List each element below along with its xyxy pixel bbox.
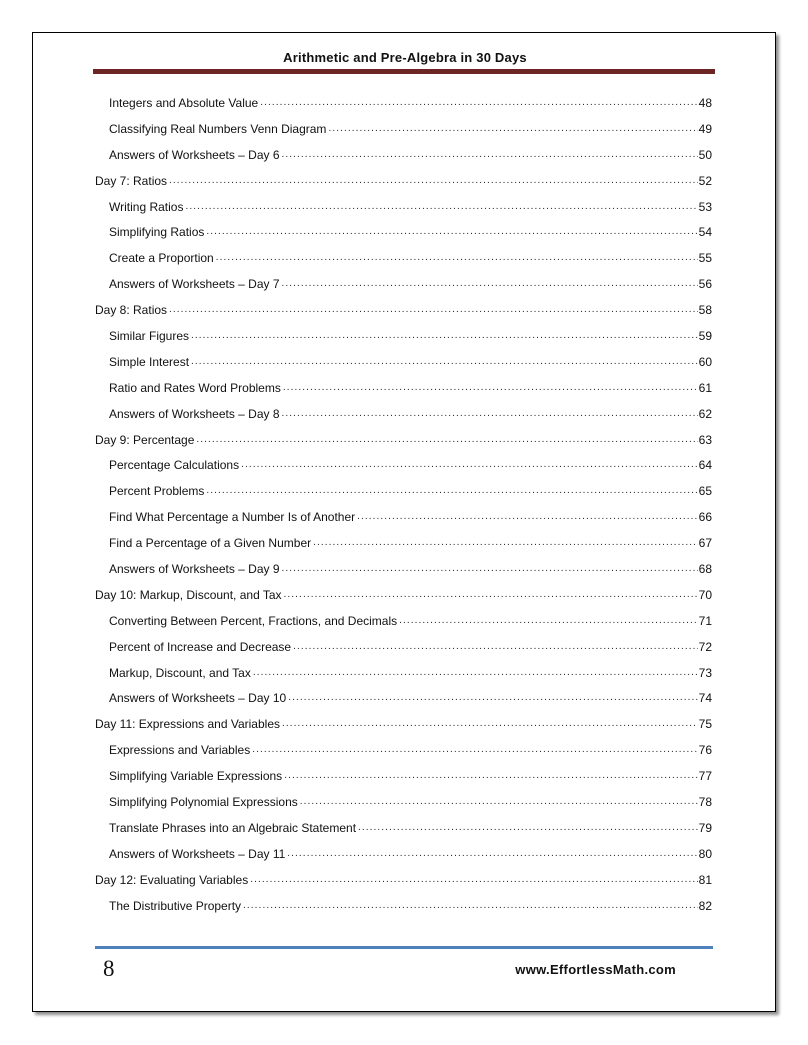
toc-entry-page: 75 [698,717,712,732]
toc-dot-leader [206,225,697,239]
toc-dot-leader [284,769,697,783]
footer-rule [95,946,713,949]
toc-dot-leader [250,873,697,887]
toc-entry-label: Similar Figures [109,328,190,343]
toc-entry-label: Answers of Worksheets – Day 8 [109,406,280,421]
toc-entry-page: 76 [698,743,712,758]
toc-entry-label: Classifying Real Numbers Venn Diagram [109,121,327,136]
toc-entry-page: 54 [698,225,712,240]
toc-entry-page: 61 [698,380,712,395]
toc-entry-page: 52 [698,173,712,188]
toc-section-entry[interactable] [95,893,712,919]
toc-dot-leader [169,174,698,188]
toc-dot-leader [357,510,698,524]
toc-chapter-entry[interactable] [95,168,712,194]
page-number: 8 [103,956,115,981]
toc-entry-label: Expressions and Variables [109,743,251,758]
toc-entry-page: 67 [698,536,712,551]
toc-chapter-entry[interactable] [95,582,712,608]
toc-entry-label: Simplifying Polynomial Expressions [109,794,298,809]
toc-dot-leader [282,148,698,162]
toc-section-entry[interactable] [95,478,712,504]
toc-entry-page: 82 [698,898,712,913]
toc-dot-leader [196,433,697,447]
toc-section-entry[interactable] [95,245,712,271]
toc-entry-label: Day 10: Markup, Discount, and Tax [95,587,282,602]
toc-dot-leader [191,329,698,343]
toc-entry-label: Percent of Increase and Decrease [109,639,292,654]
toc-dot-leader [252,743,697,757]
toc-entry-page: 59 [698,328,712,343]
toc-section-entry[interactable] [95,634,712,660]
toc-section-entry[interactable] [95,789,712,815]
toc-entry-label: The Distributive Property [109,898,242,913]
toc-entry-page: 74 [698,691,712,706]
toc-entry-label: Simple Interest [109,354,190,369]
toc-entry-label: Markup, Discount, and Tax [109,665,251,680]
toc-entry-page: 58 [698,303,712,318]
toc-entry-page: 72 [698,639,712,654]
toc-entry-label: Create a Proportion [109,251,214,266]
table-of-contents [95,90,712,919]
toc-dot-leader [282,562,698,576]
toc-section-entry[interactable] [95,763,712,789]
toc-entry-label: Answers of Worksheets – Day 9 [109,561,280,576]
toc-section-entry[interactable] [95,349,712,375]
toc-chapter-entry[interactable] [95,297,712,323]
toc-entry-label: Translate Phrases into an Algebraic Statement [109,820,357,835]
toc-dot-leader [399,614,698,628]
toc-dot-leader [284,588,698,602]
toc-entry-label: Simplifying Variable Expressions [109,769,283,784]
toc-entry-label: Converting Between Percent, Fractions, and Decimals [109,613,398,628]
toc-section-entry[interactable] [95,737,712,763]
toc-entry-label: Day 11: Expressions and Variables [95,717,280,732]
toc-entry-page: 55 [698,251,712,266]
toc-section-entry[interactable] [95,90,712,116]
toc-entry-label: Day 8: Ratios [95,303,168,318]
toc-entry-page: 77 [698,769,712,784]
toc-section-entry[interactable] [95,685,712,711]
toc-entry-page: 62 [698,406,712,421]
toc-dot-leader [282,717,698,731]
toc-section-entry[interactable] [95,194,712,220]
toc-entry-label: Integers and Absolute Value [109,95,259,110]
toc-entry-label: Answers of Worksheets – Day 11 [109,846,286,861]
toc-entry-page: 50 [698,147,712,162]
toc-section-entry[interactable] [95,142,712,168]
toc-section-entry[interactable] [95,530,712,556]
toc-dot-leader [283,381,698,395]
toc-entry-page: 64 [698,458,712,473]
toc-entry-label: Day 9: Percentage [95,432,195,447]
toc-entry-page: 53 [698,199,712,214]
toc-section-entry[interactable] [95,271,712,297]
header-rule [93,69,715,74]
toc-dot-leader [206,484,697,498]
toc-dot-leader [288,691,697,705]
toc-entry-label: Percent Problems [109,484,205,499]
toc-dot-leader [282,407,698,421]
toc-chapter-entry[interactable] [95,427,712,453]
toc-entry-label: Ratio and Rates Word Problems [109,380,281,395]
toc-section-entry[interactable] [95,375,712,401]
toc-section-entry[interactable] [95,401,712,427]
toc-section-entry[interactable] [95,660,712,686]
toc-dot-leader [313,536,698,550]
toc-entry-label: Answers of Worksheets – Day 7 [109,277,280,292]
toc-entry-page: 79 [698,820,712,835]
toc-section-entry[interactable] [95,323,712,349]
toc-entry-page: 80 [698,846,712,861]
toc-entry-label: Day 12: Evaluating Variables [95,872,249,887]
toc-dot-leader [300,795,698,809]
toc-section-entry[interactable] [95,556,712,582]
running-header-title: Arithmetic and Pre-Algebra in 30 Days [283,50,527,65]
toc-entry-page: 78 [698,794,712,809]
toc-entry-label: Percentage Calculations [109,458,240,473]
toc-entry-page: 60 [698,354,712,369]
toc-dot-leader [328,122,697,136]
toc-entry-page: 70 [698,587,712,602]
toc-dot-leader [216,251,698,265]
toc-section-entry[interactable] [95,841,712,867]
toc-entry-label: Find a Percentage of a Given Number [109,536,312,551]
toc-dot-leader [243,899,698,913]
toc-entry-label: Day 7: Ratios [95,173,168,188]
toc-entry-label: Answers of Worksheets – Day 10 [109,691,287,706]
footer-website: www.EffortlessMath.com [515,962,676,977]
toc-entry-page: 66 [698,510,712,525]
toc-dot-leader [169,303,698,317]
toc-entry-page: 65 [698,484,712,499]
toc-chapter-entry[interactable] [95,867,712,893]
toc-dot-leader [260,96,697,110]
toc-dot-leader [293,640,698,654]
toc-entry-page: 68 [698,561,712,576]
toc-entry-page: 49 [698,121,712,136]
toc-dot-leader [282,277,698,291]
toc-entry-label: Find What Percentage a Number Is of Another [109,510,356,525]
toc-chapter-entry[interactable] [95,711,712,737]
toc-section-entry[interactable] [95,452,712,478]
toc-dot-leader [253,666,698,680]
toc-section-entry[interactable] [95,219,712,245]
toc-section-entry[interactable] [95,608,712,634]
toc-dot-leader [185,200,697,214]
toc-entry-page: 71 [698,613,712,628]
toc-section-entry[interactable] [95,815,712,841]
toc-dot-leader [358,821,698,835]
toc-section-entry[interactable] [95,504,712,530]
toc-entry-page: 63 [698,432,712,447]
toc-entry-label: Writing Ratios [109,199,184,214]
toc-dot-leader [287,847,697,861]
toc-entry-label: Simplifying Ratios [109,225,205,240]
toc-entry-page: 56 [698,277,712,292]
toc-dot-leader [241,458,698,472]
toc-section-entry[interactable] [95,116,712,142]
toc-entry-page: 73 [698,665,712,680]
toc-dot-leader [191,355,698,369]
toc-entry-page: 48 [698,95,712,110]
toc-entry-label: Answers of Worksheets – Day 6 [109,147,280,162]
toc-entry-page: 81 [698,872,712,887]
